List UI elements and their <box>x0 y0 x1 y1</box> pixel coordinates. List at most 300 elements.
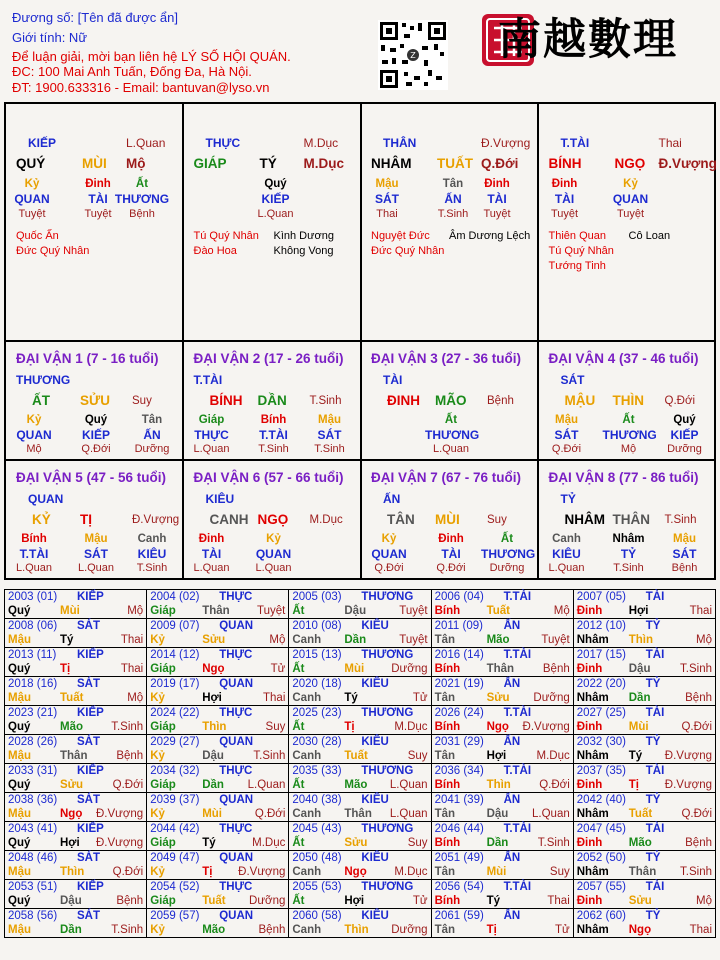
hidden-ten-god: QUAN <box>612 192 649 206</box>
dai-van-title: ĐẠI VẬN 8 (77 - 86 tuổi) <box>548 470 699 485</box>
dai-van-branch: THÌN <box>612 393 644 408</box>
dai-van-hidden-stem: Giáp <box>198 414 225 426</box>
year-ten-god: ẤN <box>503 620 521 632</box>
year-ten-god: SÁT <box>77 852 100 864</box>
year-cell <box>289 677 431 706</box>
year-ten-god: KIẾP <box>77 823 104 835</box>
year-stage: Dưỡng <box>533 692 570 704</box>
year-ten-god: ẤN <box>503 736 521 748</box>
dai-van-stem: ĐINH <box>387 393 420 408</box>
year-cell <box>573 880 715 909</box>
year-stage: Q.Đới <box>681 721 712 733</box>
year-label: 2024 (22) <box>150 707 200 719</box>
dai-van-hidden-stage: Q.Đới <box>81 443 111 455</box>
year-branch: Tý <box>202 837 216 849</box>
year-ten-god: KIÊU <box>361 910 389 922</box>
heavenly-stem: NHÂM <box>371 156 412 171</box>
year-label: 2033 (31) <box>8 765 58 777</box>
year-branch: Dậu <box>202 750 224 762</box>
year-stage: Tử <box>555 924 570 936</box>
year-row <box>5 793 716 822</box>
year-stage: Tuyệt <box>399 605 428 617</box>
year-stem: Tân <box>434 750 456 762</box>
year-ten-god: T.TÀI <box>503 649 532 661</box>
growth-stage: Q.Đới <box>481 156 519 171</box>
year-branch: Dần <box>202 779 224 791</box>
ten-god-top: T.TÀI <box>560 136 590 150</box>
year-label: 2005 (03) <box>292 591 342 603</box>
year-label: 2047 (45) <box>576 823 626 835</box>
year-label: 2022 (20) <box>576 678 626 690</box>
year-stage: Tử <box>412 895 428 907</box>
year-cell <box>289 648 431 677</box>
year-ten-god: TỶ <box>645 620 661 632</box>
year-cell <box>431 793 573 822</box>
dai-van-ten-god: TỶ <box>560 492 576 506</box>
year-cell <box>289 706 431 735</box>
year-stem: Quý <box>8 837 31 849</box>
dai-van-ten-god: T.TÀI <box>193 373 223 387</box>
year-ten-god: SÁT <box>77 736 100 748</box>
earthly-branch: NGỌ <box>614 156 646 171</box>
year-branch: Tuất <box>344 750 368 762</box>
year-cell <box>431 706 573 735</box>
dai-van-hidden-god: KIẾP <box>670 428 699 442</box>
year-branch: Sửu <box>202 634 226 646</box>
year-stage: Đ.Vượng <box>522 721 570 733</box>
year-stage: Q.Đới <box>254 808 286 820</box>
year-branch: Thìn <box>486 779 511 791</box>
year-branch: Tý <box>486 895 500 907</box>
year-ten-god: T.TÀI <box>503 881 532 893</box>
year-branch: Thìn <box>344 924 369 936</box>
year-stage: T.Sinh <box>253 750 286 762</box>
year-ten-god: SÁT <box>77 678 100 690</box>
year-branch: Tuất <box>486 605 510 617</box>
year-label: 2035 (33) <box>292 765 342 777</box>
dai-van-hidden-god: ẤN <box>143 428 161 442</box>
year-ten-god: TÀI <box>645 881 665 893</box>
year-stem: Tân <box>434 866 456 878</box>
year-stem: Kỷ <box>150 750 165 762</box>
hidden-ten-god: THƯƠNG <box>114 192 170 206</box>
year-stem: Canh <box>292 924 322 936</box>
dai-van-stem: NHÂM <box>564 512 605 527</box>
year-stage: Q.Đới <box>681 808 712 820</box>
dai-van-hidden-stem: Kỷ <box>26 414 42 426</box>
year-ten-god: THỰC <box>219 649 253 661</box>
dai-van-stage: M.Dục <box>309 514 343 526</box>
year-branch: Dần <box>344 634 367 646</box>
year-stage: Bệnh <box>685 692 712 704</box>
year-stem: Bính <box>434 895 461 907</box>
hidden-stem: Mậu <box>375 178 399 190</box>
growth-stage-top: L.Quan <box>126 136 166 150</box>
dai-van-hidden-stem: Mậu <box>318 414 341 426</box>
year-branch: Mùi <box>60 605 80 617</box>
year-stage: Suy <box>265 721 286 733</box>
dai-van-cell <box>184 343 362 460</box>
dai-van-cell <box>184 462 362 579</box>
hidden-stem: Đinh <box>551 178 578 190</box>
year-stem: Canh <box>292 866 322 878</box>
year-branch: Hợi <box>60 837 80 849</box>
ten-god-top: KIẾP <box>28 136 57 150</box>
dai-van-hidden-god: KIÊU <box>552 547 581 561</box>
year-cell <box>5 619 147 648</box>
year-branch: Dần <box>60 924 82 936</box>
dai-van-stage: Đ.Vượng <box>132 514 180 526</box>
year-stem: Canh <box>292 808 322 820</box>
dai-van-stage: Bệnh <box>487 395 514 407</box>
year-label: 2051 (49) <box>434 852 484 864</box>
year-stage: Suy <box>407 750 428 762</box>
dai-van-hidden-stage: T.Sinh <box>314 443 345 455</box>
year-stem: Giáp <box>150 663 176 675</box>
star-left: Tú Quý Nhân <box>548 245 614 257</box>
year-branch: Dậu <box>344 605 367 617</box>
dai-van-branch: MÃO <box>435 393 467 408</box>
dai-van-hidden-stem: Kỷ <box>381 533 397 545</box>
dai-van-hidden-stem: Canh <box>137 533 167 545</box>
year-cell <box>431 822 573 851</box>
dai-van-hidden-stage: L.Quan <box>193 443 230 455</box>
year-cell <box>147 880 289 909</box>
dai-van-branch: MÙI <box>435 512 460 527</box>
year-branch: Mão <box>486 634 510 646</box>
earthly-branch: TUẤT <box>437 156 473 171</box>
year-branch: Ngọ <box>60 808 83 820</box>
dai-van-hidden-stem: Ất <box>444 414 458 426</box>
year-cell <box>573 909 715 938</box>
year-stage: M.Dục <box>252 837 286 849</box>
phone-email: ĐT: 1900.633316 - Email: bantuvan@lyso.vn <box>12 80 270 95</box>
year-ten-god: THỰC <box>219 707 253 719</box>
dai-van-cell <box>539 343 717 460</box>
dai-van-hidden-stem: Mậu <box>555 414 578 426</box>
year-label: 2036 (34) <box>434 765 484 777</box>
year-stage: Thai <box>689 605 712 617</box>
dai-van-hidden-stem: Ất <box>622 414 635 426</box>
year-ten-god: KIẾP <box>77 765 104 777</box>
year-stage: Q.Đới <box>112 866 144 878</box>
dai-van-hidden-god: THƯƠNG <box>425 428 480 442</box>
year-cell <box>5 822 147 851</box>
star-left: Tú Quý Nhân <box>193 230 259 242</box>
year-ten-god: TỶ <box>645 794 661 806</box>
dai-van-ten-god: SÁT <box>560 373 585 387</box>
year-stem: Kỷ <box>150 924 165 936</box>
year-ten-god: KIÊU <box>361 794 389 806</box>
year-cell <box>289 880 431 909</box>
hidden-stage: L.Quan <box>257 208 294 220</box>
dai-van-hidden-stage: Mộ <box>620 443 637 455</box>
star-left: Đức Quý Nhân <box>371 245 445 257</box>
year-stem: Nhâm <box>576 692 609 704</box>
dai-van-hidden-stage: L.Quan <box>432 443 470 455</box>
year-cell <box>431 764 573 793</box>
year-label: 2048 (46) <box>8 852 58 864</box>
dai-van-hidden-stem: Canh <box>552 533 581 545</box>
dai-van-hidden-stem: Nhâm <box>612 533 645 545</box>
year-cell <box>289 735 431 764</box>
year-ten-god: ẤN <box>503 910 521 922</box>
year-stage: T.Sinh <box>680 866 712 878</box>
ten-god-top: THÂN <box>383 136 417 150</box>
year-stem: Giáp <box>150 721 176 733</box>
pillar-cell <box>539 104 717 341</box>
year-stage: Dưỡng <box>391 924 428 936</box>
year-cell <box>147 909 289 938</box>
dai-van-title: ĐẠI VẬN 7 (67 - 76 tuổi) <box>371 470 522 485</box>
year-stem: Đinh <box>576 605 603 617</box>
year-branch: Hợi <box>628 605 649 617</box>
year-label: 2018 (16) <box>8 678 58 690</box>
growth-stage: Mộ <box>126 156 146 171</box>
year-branch: Mùi <box>344 663 365 675</box>
dai-van-stage: T.Sinh <box>309 395 342 407</box>
year-branch: Tuất <box>628 808 653 820</box>
year-stem: Bính <box>434 663 461 675</box>
year-label: 2029 (27) <box>150 736 200 748</box>
hidden-stage: T.Sinh <box>437 208 469 220</box>
year-ten-god: THƯƠNG <box>361 707 414 719</box>
year-stem: Mậu <box>8 692 31 704</box>
dai-van-stem: BÍNH <box>209 393 243 408</box>
dai-van-ten-god: TÀI <box>383 373 403 387</box>
year-stage: Đ.Vượng <box>95 808 144 820</box>
year-stage: Đ.Vượng <box>95 837 144 849</box>
year-ten-god: ẤN <box>503 852 521 864</box>
brand-logo: 南越數理 <box>498 15 678 65</box>
hidden-stem: Tân <box>442 178 464 190</box>
year-stage: T.Sinh <box>537 837 570 849</box>
hidden-stage: Tuyệt <box>550 208 579 220</box>
dai-van-hidden-stage: Bệnh <box>671 562 698 574</box>
year-stage: Thai <box>689 924 712 936</box>
year-cell <box>431 648 573 677</box>
year-ten-god: SÁT <box>77 794 100 806</box>
year-cell <box>431 590 573 619</box>
year-stem: Nhâm <box>576 808 609 820</box>
dai-van-hidden-god: THỰC <box>194 428 229 442</box>
year-branch: Dần <box>486 837 509 849</box>
heavenly-stem: GIÁP <box>193 156 227 171</box>
dai-van-hidden-god: SÁT <box>554 428 579 442</box>
dai-van-hidden-stage: Mộ <box>26 443 42 455</box>
year-branch: Tý <box>60 634 74 646</box>
year-label: 2039 (37) <box>150 794 200 806</box>
year-label: 2046 (44) <box>434 823 484 835</box>
year-cell <box>147 822 289 851</box>
year-branch: Thân <box>202 605 230 617</box>
year-label: 2020 (18) <box>292 678 342 690</box>
year-label: 2062 (60) <box>576 910 626 922</box>
dai-van-hidden-stem: Đinh <box>438 533 464 545</box>
year-stem: Ất <box>292 895 305 907</box>
year-branch: Mão <box>60 721 83 733</box>
year-label: 2042 (40) <box>576 794 626 806</box>
dai-van-hidden-stage: Dưỡng <box>134 443 170 455</box>
year-stage: Thai <box>547 895 570 907</box>
dai-van-branch: DẦN <box>257 393 287 408</box>
hidden-ten-god: QUAN <box>14 192 50 206</box>
year-stage: Bệnh <box>116 895 144 907</box>
year-ten-god: KIÊU <box>361 620 389 632</box>
dai-van-hidden-stage: Dưỡng <box>489 562 525 574</box>
year-label: 2010 (08) <box>292 620 342 632</box>
dai-van-hidden-god: QUAN <box>16 428 52 442</box>
year-cell <box>431 909 573 938</box>
year-row <box>5 706 716 735</box>
year-stage: Mộ <box>696 634 712 646</box>
year-stage: Thai <box>120 634 144 646</box>
year-cell <box>5 880 147 909</box>
dai-van-hidden-stem: Kỷ <box>266 533 281 545</box>
hidden-ten-god: TÀI <box>88 192 108 206</box>
dai-van-stage: T.Sinh <box>664 514 697 526</box>
dai-van-hidden-god: SÁT <box>317 428 342 442</box>
year-stem: Canh <box>292 692 322 704</box>
year-branch: Thìn <box>60 866 85 878</box>
hidden-ten-god: ẤN <box>444 192 462 206</box>
dai-van-hidden-stem: Mậu <box>673 533 696 545</box>
dai-van-hidden-stage: L.Quan <box>77 562 115 574</box>
year-stem: Kỷ <box>150 866 165 878</box>
year-branch: Mão <box>628 837 652 849</box>
dai-van-hidden-stem: Bính <box>21 533 47 545</box>
year-stage: Tử <box>412 692 428 704</box>
year-stage: M.Dục <box>536 750 570 762</box>
dai-van-ten-god: KIÊU <box>205 492 235 506</box>
year-label: 2023 (21) <box>8 707 58 719</box>
year-row <box>5 677 716 706</box>
year-ten-god: TÀI <box>645 823 665 835</box>
year-branch: Mùi <box>628 721 649 733</box>
year-label: 2054 (52) <box>150 881 200 893</box>
earthly-branch: MÙI <box>82 156 107 171</box>
year-stem: Ất <box>292 721 305 733</box>
svg-text:Z: Z <box>410 51 416 60</box>
year-cell <box>289 590 431 619</box>
year-label: 2041 (39) <box>434 794 484 806</box>
dai-van-stem: CANH <box>209 512 249 527</box>
hidden-stage: Tuyệt <box>483 208 511 220</box>
year-row <box>5 880 716 909</box>
year-label: 2008 (06) <box>8 620 58 632</box>
year-stage: T.Sinh <box>111 721 144 733</box>
dai-van-hidden-god: SÁT <box>84 547 108 561</box>
dai-van-hidden-god: TỶ <box>620 547 637 561</box>
year-label: 2043 (41) <box>8 823 58 835</box>
year-stage: Bệnh <box>685 837 712 849</box>
year-ten-god: THƯƠNG <box>361 823 414 835</box>
heavenly-stem: QUÝ <box>16 156 46 171</box>
hidden-ten-god: TÀI <box>487 192 507 206</box>
year-branch: Thìn <box>628 634 654 646</box>
year-ten-god: THƯƠNG <box>361 649 414 661</box>
year-label: 2009 (07) <box>150 620 200 632</box>
year-stage: Tuyệt <box>541 634 570 646</box>
year-stage: Suy <box>407 837 428 849</box>
year-cell <box>573 677 715 706</box>
dai-van-title: ĐẠI VẬN 1 (7 - 16 tuổi) <box>16 351 159 366</box>
dai-van-hidden-stem: Ất <box>500 533 514 545</box>
year-cell <box>573 590 715 619</box>
year-stage: Q.Đới <box>539 779 570 791</box>
year-ten-god: THỰC <box>219 765 253 777</box>
year-label: 2015 (13) <box>292 649 342 661</box>
dai-van-hidden-stem: Tân <box>141 414 163 426</box>
year-stem: Giáp <box>150 605 176 617</box>
year-cell <box>5 677 147 706</box>
year-ten-god: TỶ <box>645 910 661 922</box>
year-label: 2056 (54) <box>434 881 484 893</box>
dai-van-cell <box>6 343 184 460</box>
year-cell <box>573 648 715 677</box>
year-cell <box>147 648 289 677</box>
year-label: 2060 (58) <box>292 910 342 922</box>
year-ten-god: KIÊU <box>361 852 389 864</box>
year-stem: Ất <box>292 605 305 617</box>
year-branch: Tị <box>60 663 71 675</box>
year-cell <box>289 793 431 822</box>
year-cell <box>5 909 147 938</box>
dai-van-ten-god: ẤN <box>383 492 401 506</box>
year-ten-god: ẤN <box>503 678 521 690</box>
dai-van-hidden-stage: Dưỡng <box>667 443 702 455</box>
year-ten-god: THỰC <box>219 881 253 893</box>
year-branch: Tuất <box>60 692 84 704</box>
hidden-stem: Ất <box>135 178 149 190</box>
year-stem: Mậu <box>8 866 31 878</box>
year-label: 2017 (15) <box>576 649 626 661</box>
dai-van-hidden-stage: T.Sinh <box>258 443 289 455</box>
year-branch: Mão <box>202 924 226 936</box>
pillar-cell <box>361 104 539 341</box>
year-label: 2034 (32) <box>150 765 200 777</box>
year-ten-god: KIẾP <box>77 591 104 603</box>
year-cell <box>147 735 289 764</box>
dai-van-hidden-stage: Q.Đới <box>551 443 582 455</box>
year-cell <box>573 706 715 735</box>
star-left: Tướng Tinh <box>548 260 606 272</box>
year-ten-god: T.TÀI <box>503 765 532 777</box>
star-left: Quốc Ấn <box>16 230 59 242</box>
dai-van-cell <box>361 343 539 460</box>
year-ten-god: KIẾP <box>77 881 104 893</box>
year-ten-god: QUAN <box>219 794 254 806</box>
year-stage: Mộ <box>127 692 144 704</box>
year-branch: Ngọ <box>202 663 225 675</box>
year-cell <box>147 590 289 619</box>
year-stem: Canh <box>292 634 322 646</box>
year-cell <box>147 677 289 706</box>
dai-van-hidden-stage: L.Quan <box>548 562 585 574</box>
year-cell <box>147 706 289 735</box>
year-ten-god: SÁT <box>77 620 100 632</box>
year-ten-god: THỰC <box>219 591 253 603</box>
year-label: 2045 (43) <box>292 823 342 835</box>
year-label: 2052 (50) <box>576 852 626 864</box>
year-branch: Sửu <box>486 692 510 704</box>
year-branch: Ngọ <box>344 866 367 878</box>
year-branch: Hợi <box>486 750 507 762</box>
pillar-cell <box>184 104 362 341</box>
earthly-branch: TÝ <box>259 156 277 171</box>
star-right: Âm Dương Lệch <box>449 230 531 242</box>
year-label: 2026 (24) <box>434 707 484 719</box>
